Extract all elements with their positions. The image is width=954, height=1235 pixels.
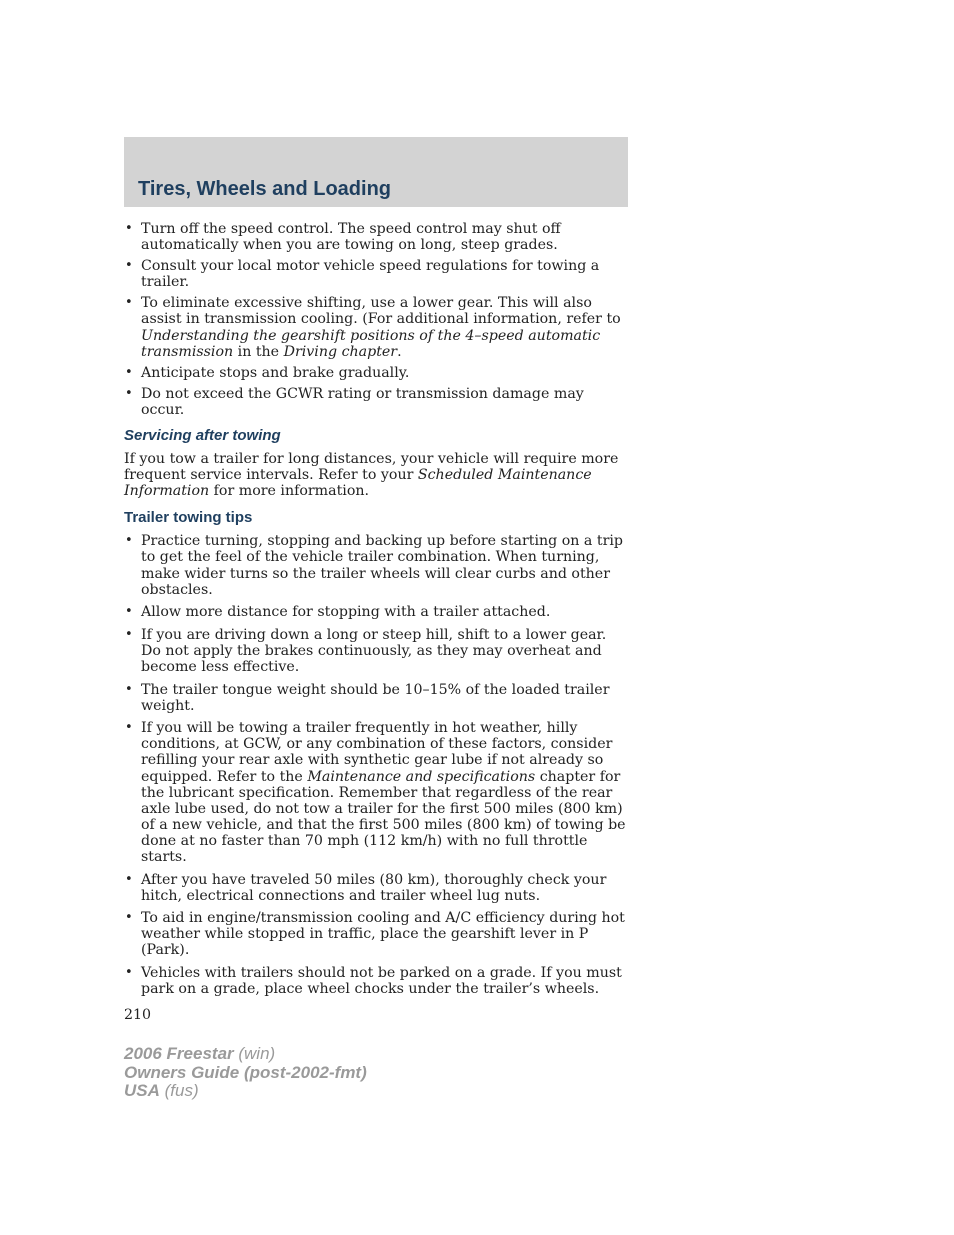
list-item: • If you are driving down a long or steep hill, shift to a lower gear. Do not apply the brakes continuously, as they may overheat and become less effective. [124, 627, 628, 675]
paragraph-text: If you tow a trailer for long distances, your vehicle will require more frequent service intervals. Refer to your [124, 451, 619, 484]
cross-reference: Maintenance and specifications [307, 768, 536, 785]
footer-model: 2006 Freestar [124, 1044, 234, 1063]
list-item: • The trailer tongue weight should be 10–15% of the loaded trailer weight. [124, 682, 628, 714]
servicing-heading: Servicing after towing [124, 427, 281, 445]
cross-reference: Understanding the gearshift positions of the 4–speed automatic transmission [141, 327, 601, 360]
page-content [124, 221, 628, 1023]
list-item-text: To eliminate excessive shifting, use a lower gear. This will also assist in transmission cooling. (For additional information, refer to [141, 295, 621, 328]
list-item: • Allow more distance for stopping with a trailer attached. [124, 604, 628, 620]
list-item: • Consult your local motor vehicle speed regulations for towing a trailer. [124, 258, 628, 290]
list-item: • Turn off the speed control. The speed control may shut off automatically when you are towing on long, steep grades. [124, 221, 628, 253]
towing-bullet-list [124, 221, 628, 418]
list-item: • To aid in engine/transmission cooling and A/C efficiency during hot weather while stopped in traffic, place the gearshift lever in P (Park). [124, 910, 628, 958]
tips-heading: Trailer towing tips [124, 509, 253, 527]
list-item-text: chapter for the lubricant specification. Remember that regardless of the rear axle lube used, do not tow a trailer for the first 500 miles (800 km) of a new vehicle, and that the first 500 miles (800 km) of towing be done at no faster than 70 mph (112 km/h) with no full throttle starts. [141, 768, 626, 865]
page-number: 210 [124, 1007, 152, 1024]
list-item [124, 295, 628, 359]
list-item: • Do not exceed the GCWR rating or transmission damage may occur. [124, 386, 628, 418]
list-item: • Anticipate stops and brake gradually. [124, 365, 628, 381]
document-footer [124, 1045, 367, 1101]
section-title: Tires, Wheels and Loading [138, 178, 392, 200]
list-item: • Vehicles with trailers should not be parked on a grade. If you must park on a grade, place wheel chocks under the trailer’s wheels. [124, 965, 628, 997]
footer-guide: Owners Guide (post-2002-fmt) [124, 1062, 367, 1082]
list-item-text: in the [233, 343, 284, 360]
list-item-text: If you will be towing a trailer frequently in hot weather, hilly conditions, at GCW, or any combination of these factors, consider refilling your rear axle with synthetic gear lube if not already so equipped. Refer to the [141, 720, 613, 785]
paragraph-text: for more information. [209, 483, 370, 500]
section-header-band [124, 137, 628, 207]
footer-market-code: (fus) [159, 1081, 199, 1100]
servicing-paragraph [124, 451, 628, 499]
tips-bullet-list [124, 533, 628, 997]
list-item: • After you have traveled 50 miles (80 km), thoroughly check your hitch, electrical connections and trailer wheel lug nuts. [124, 872, 628, 904]
cross-reference: Scheduled Maintenance Information [124, 467, 592, 500]
footer-line [124, 1082, 367, 1101]
list-item: • Practice turning, stopping and backing up before starting on a trip to get the feel of the vehicle trailer combination. When turning, make wider turns so the trailer wheels will clear curbs and other obstacles. [124, 533, 628, 597]
footer-market: USA [124, 1081, 160, 1100]
list-item-text: . [397, 343, 402, 360]
footer-model-code: (win) [233, 1044, 276, 1063]
footer-line [124, 1045, 367, 1064]
list-item [124, 720, 628, 865]
cross-reference: Driving chapter [283, 343, 398, 360]
